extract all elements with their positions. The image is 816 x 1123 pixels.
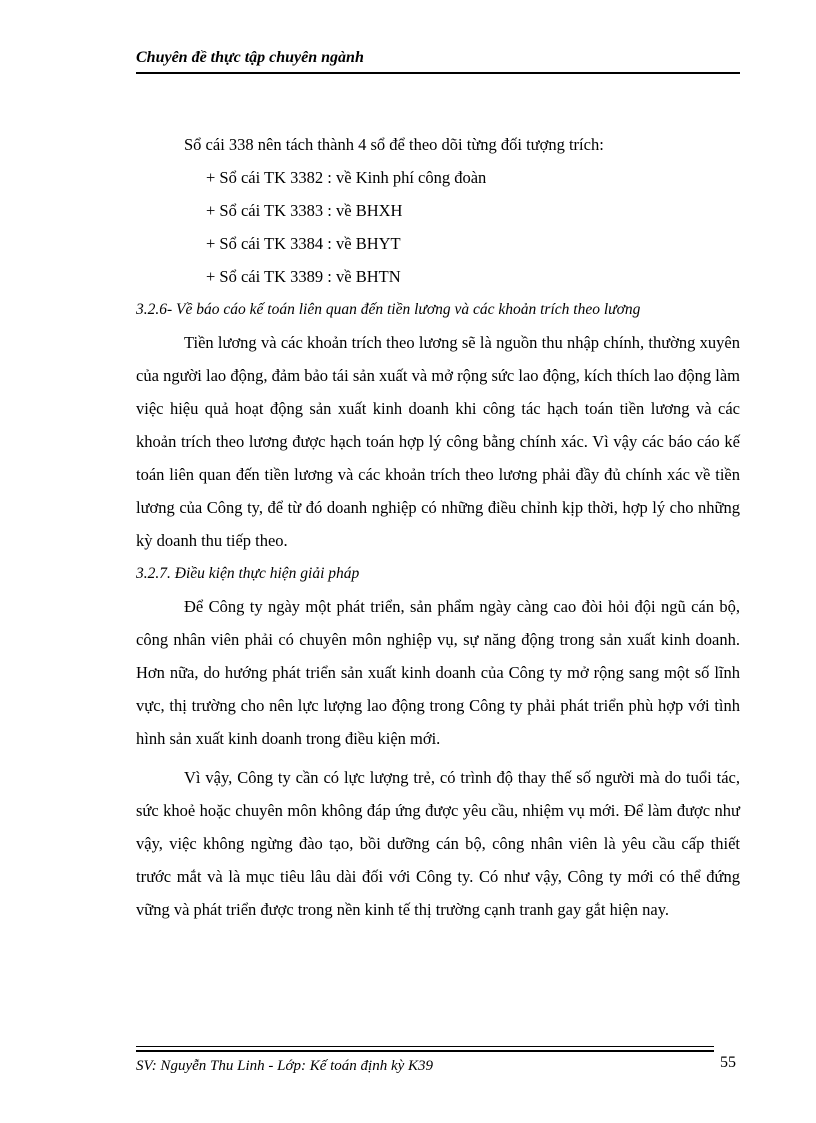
ledger-item-3389: + Sổ cái TK 3389 : về BHTN bbox=[206, 267, 401, 286]
section-326-heading: 3.2.6- Về báo cáo kế toán liên quan đến tiền lương và các khoản trích theo lương bbox=[136, 301, 641, 318]
header-title: Chuyên đề thực tập chuyên ngành bbox=[136, 49, 364, 66]
footer-rule-thick bbox=[136, 1050, 714, 1052]
section-327-paragraph-1: Để Công ty ngày một phát triển, sản phẩm ngày càng cao đòi hỏi đội ngũ cán bộ, công nhân viên phải có chuyên môn nghiệp vụ, sự năng động trong sản xuất kinh doanh. Hơn nữa, do hướng phát triển sản xuất kinh doanh của Công ty mở rộng sang một số lĩnh vực, thị trường cho nên lực lượng lao động trong Công ty phải phát triển phù hợp với tình hình sản xuất kinh doanh trong điều kiện mới. bbox=[136, 597, 740, 748]
ledger-intro: Sổ cái 338 nên tách thành 4 sổ để theo dõi từng đối tượng trích: bbox=[184, 135, 604, 154]
ledger-item-3384: + Sổ cái TK 3384 : về BHYT bbox=[206, 234, 401, 253]
section-326-paragraph: Tiền lương và các khoản trích theo lương sẽ là nguồn thu nhập chính, thường xuyên của người lao động, đảm bảo tái sản xuất và mở rộng sức lao động, kích thích lao động làm việc hiệu quả hoạt động sản xuất kinh doanh khi công tác hạch toán tiền lương và các khoản trích theo lương được hạch toán hợp lý công bằng chính xác. Vì vậy các báo cáo kế toán liên quan đến tiền lương và các khoản trích theo lương phải đầy đủ chính xác về tiền lương của Công ty, để từ đó doanh nghiệp có những điều chỉnh kịp thời, hợp lý cho những kỳ doanh thu tiếp theo. bbox=[136, 333, 740, 550]
ledger-item-3382: + Sổ cái TK 3382 : về Kinh phí công đoàn bbox=[206, 168, 487, 187]
section-327-paragraph-2: Vì vậy, Công ty cần có lực lượng trẻ, có trình độ thay thế số người mà do tuổi tác, sức khoẻ hoặc chuyên môn không đáp ứng được yêu cầu, nhiệm vụ mới. Để làm được như vậy, việc không ngừng đào tạo, bồi dưỡng cán bộ, công nhân viên là yêu cầu cấp thiết trước mắt và là mục tiêu lâu dài đối với Công ty. Có như vậy, Công ty mới có thể đứng vững và phát triển được trong nền kinh tế thị trường cạnh tranh gay gắt hiện nay. bbox=[136, 768, 740, 919]
section-327-heading: 3.2.7. Điều kiện thực hiện giải pháp bbox=[136, 565, 360, 582]
page-number: 55 bbox=[720, 1054, 736, 1071]
page-content bbox=[136, 128, 740, 926]
page-header bbox=[136, 48, 740, 68]
ledger-item-3383: + Sổ cái TK 3383 : về BHXH bbox=[206, 201, 403, 220]
header-rule bbox=[136, 72, 740, 74]
footer-rule-thin bbox=[136, 1046, 714, 1047]
footer-student-info: SV: Nguyễn Thu Linh - Lớp: Kế toán định kỳ K39 bbox=[136, 1058, 434, 1074]
